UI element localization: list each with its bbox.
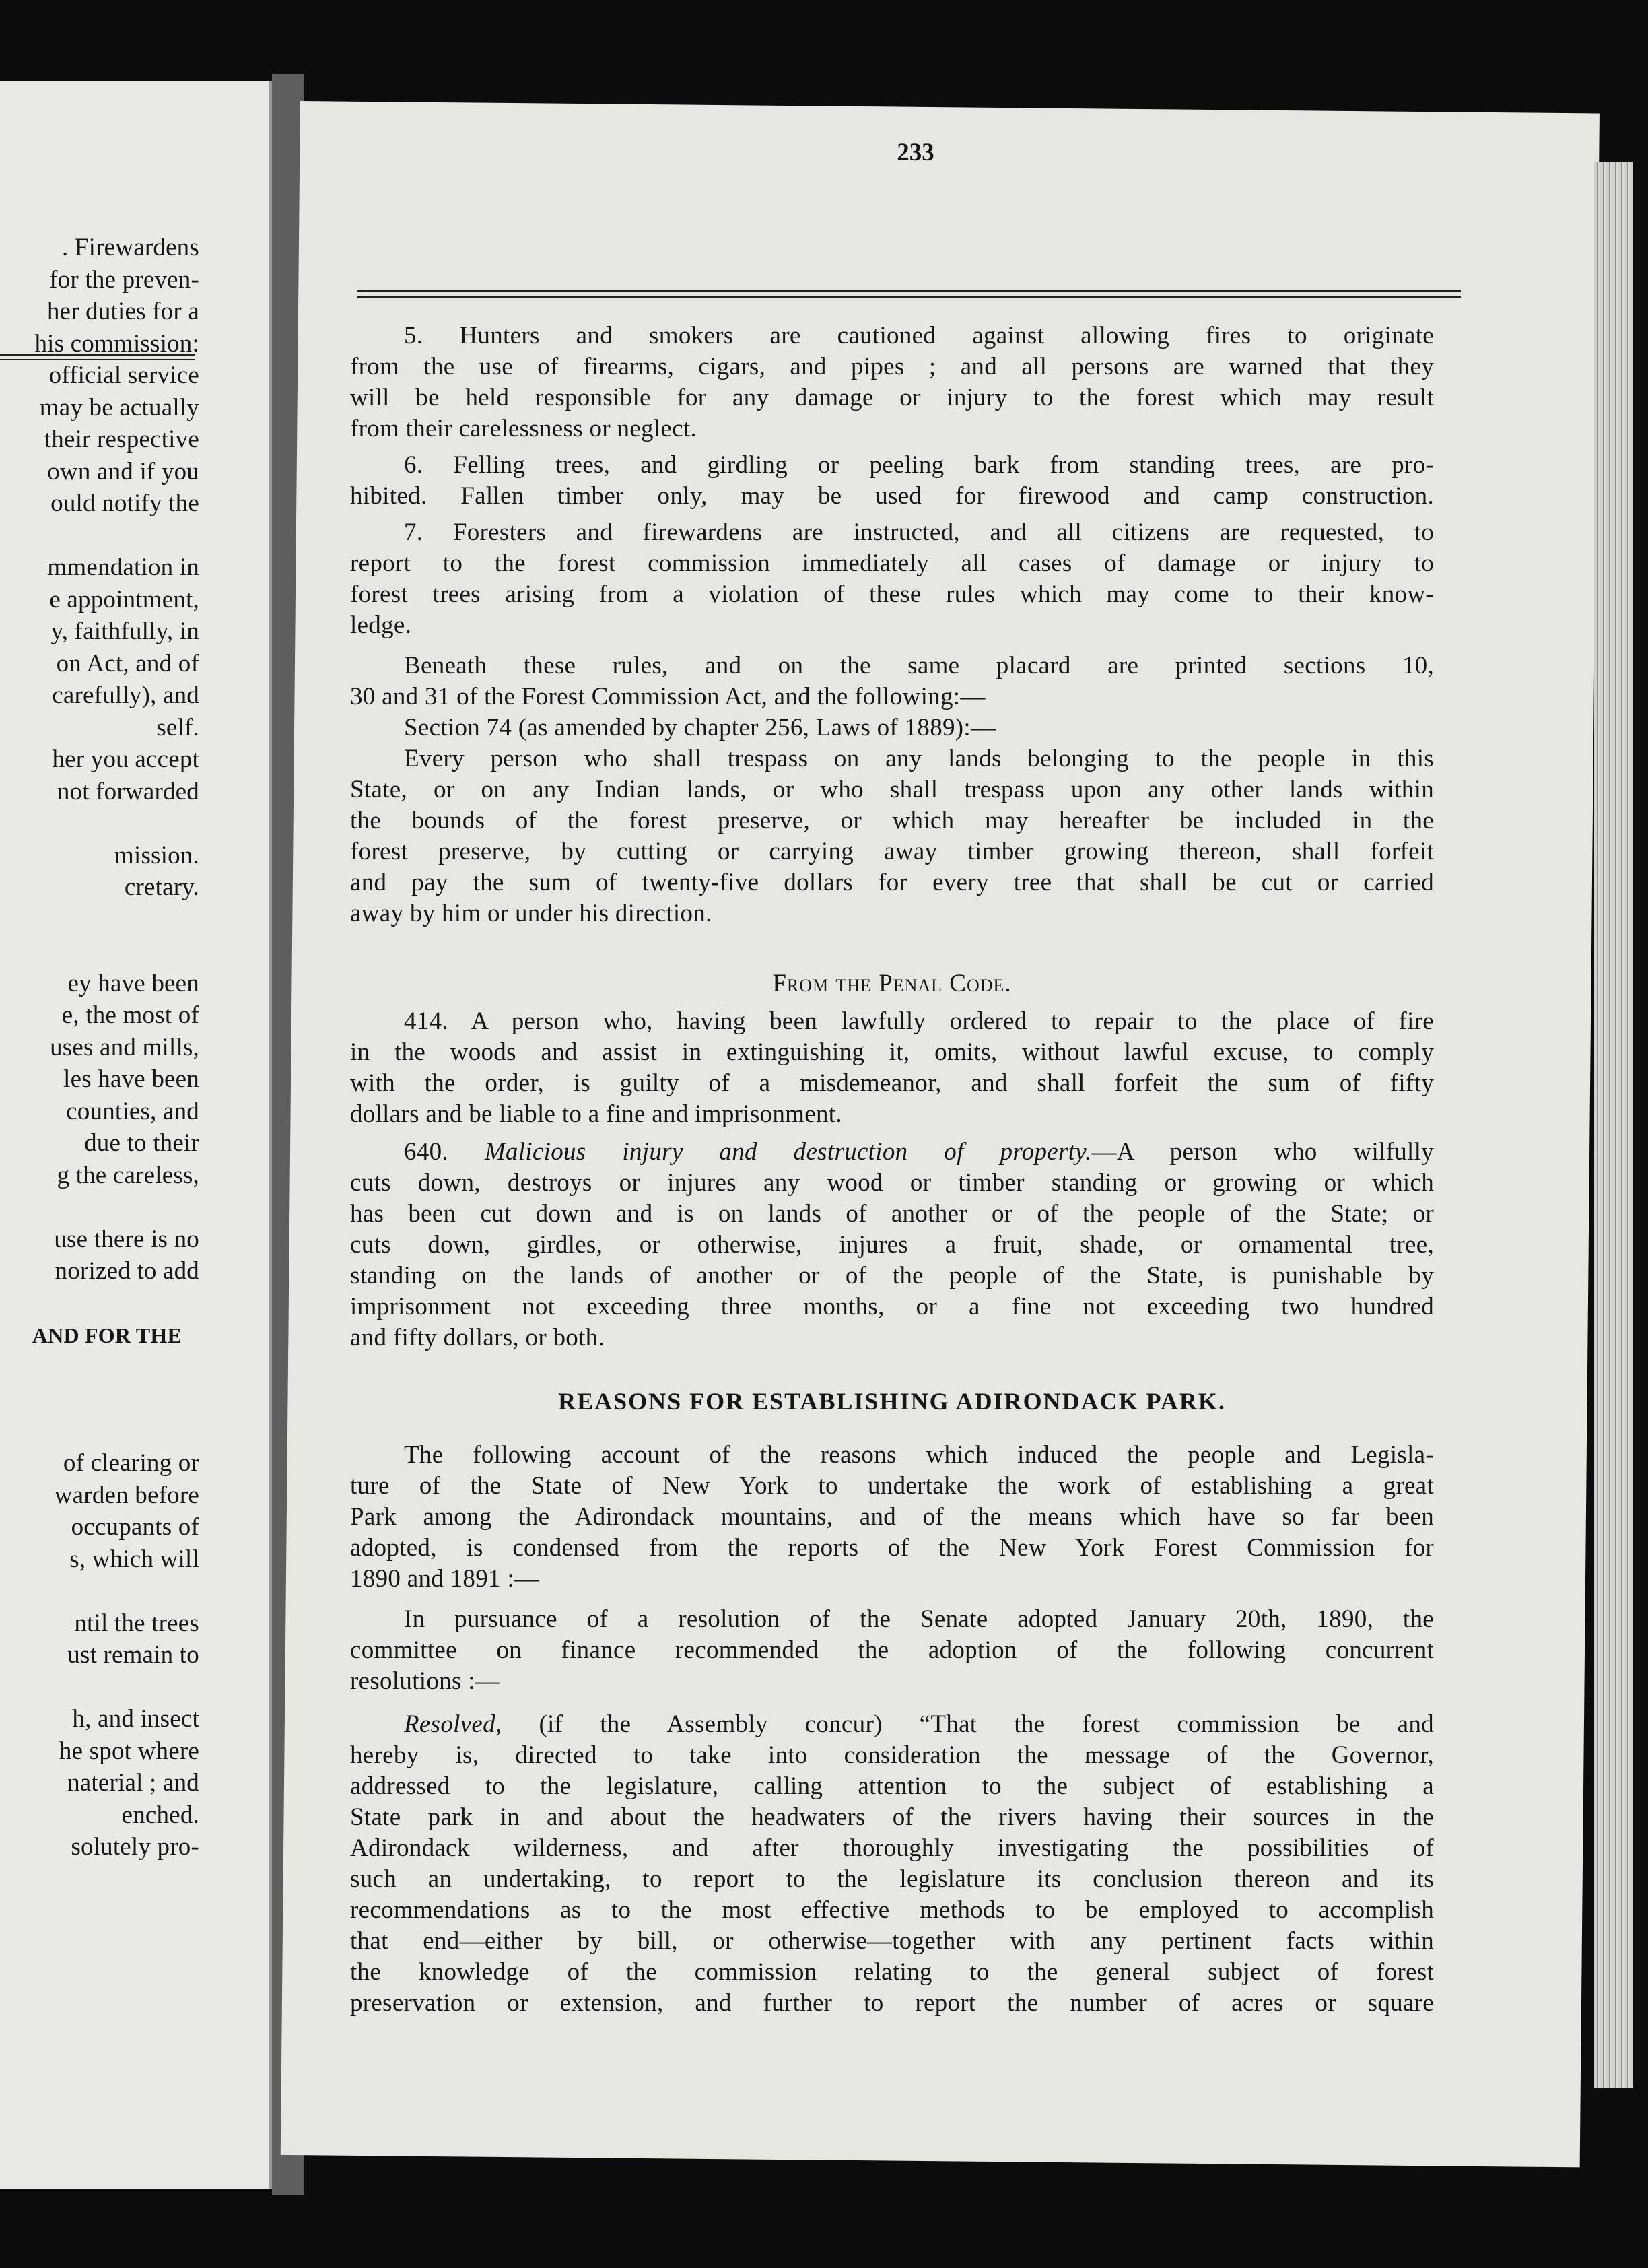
text-line: from the use of firearms, cigars, and pipes ; and all persons are warned that they [350,353,1434,380]
text-line: committee on finance recommended the adoption of the following concurrent [350,1636,1434,1664]
text-line: hibited. Fallen timber only, may be used for firewood and camp construction. [350,482,1434,510]
left-page-line: occupants of [71,1513,199,1541]
left-page-line: . Firewardens [62,234,199,261]
left-page-line: g the careless, [57,1161,199,1189]
page-edges [1594,162,1633,2088]
text-line: addressed to the legislature, calling attention to the subject of establishing a [350,1772,1434,1800]
resolved-word: Resolved, [404,1710,539,1738]
left-page-line: solutely pro- [71,1833,199,1861]
left-page-line: uses and mills, [50,1033,199,1061]
text-line: cuts down, destroys or injures any wood or timber standing or growing or which [350,1169,1434,1197]
text-line: cuts down, girdles, or otherwise, injures a fruit, shade, or ornamental tree, [350,1231,1434,1259]
text-line: ture of the State of New York to undertake the work of establishing a great [350,1472,1434,1500]
text-line: imprisonment not exceeding three months, or a fine not exceeding two hundred [350,1293,1434,1321]
text-line: such an undertaking, to report to the legislature its conclusion thereon and its [350,1865,1434,1893]
section-title: Malicious injury and destruction of property. [484,1138,1092,1166]
text-line: State, or on any Indian lands, or who shall trespass upon any other lands within [350,776,1434,803]
left-page-line: enched. [121,1801,199,1829]
text-line: Adirondack wilderness, and after thoroughly investigating the possibilities of [350,1834,1434,1862]
resolution-text: (if the Assembly concur) “That the forest commission be and [539,1710,1434,1738]
text-line: adopted, is condensed from the reports of the New York Forest Commission for [350,1534,1434,1562]
text-line: forest trees arising from a violation of these rules which may come to their know- [350,580,1434,608]
header-rule [357,290,1461,298]
text-line: has been cut down and is on lands of another or of the people of the State; or [350,1200,1434,1228]
text-line: 6. Felling trees, and girdling or peeling bark from standing trees, are pro- [404,451,1434,479]
left-page-line: mmendation in [47,554,199,581]
left-page-line: ey have been [67,969,199,997]
text-line: resolutions :— [350,1667,501,1695]
text-line: and pay the sum of twenty-five dollars for every tree that shall be cut or carried [350,869,1434,896]
left-page-line: official service [48,362,199,389]
text-line: dollars and be liable to a fine and imprisonment. [350,1100,842,1128]
text-line: in the woods and assist in extinguishing it, omits, without lawful excuse, to comply [350,1038,1434,1066]
left-page-line: ust remain to [67,1641,199,1669]
text-line: from their carelessness or neglect. [350,415,697,442]
text-line: Beneath these rules, and on the same placard are printed sections 10, [404,652,1434,679]
left-page-fragment [0,81,272,2189]
left-page-line: he spot where [59,1737,199,1765]
left-page-line: les have been [63,1065,199,1093]
text-line: 414. A person who, having been lawfully ordered to repair to the place of fire [404,1007,1434,1035]
text-line: State park in and about the headwaters of the rivers having their sources in the [350,1803,1434,1831]
left-page-line: y, faithfully, in [50,618,199,645]
left-page-line: for the preven- [49,265,199,294]
left-page-line: their respective [44,426,199,453]
left-page-line: ould notify the [50,490,199,517]
section-heading: From the Penal Code. [772,970,1012,997]
text-line: that end—either by bill, or otherwise—together with any pertinent facts within [350,1927,1434,1955]
text-line: the bounds of the forest preserve, or which may hereafter be included in the [350,807,1434,834]
left-page-line: self. [156,713,199,741]
section-heading: REASONS FOR ESTABLISHING ADIRONDACK PARK. [558,1388,1226,1415]
text-line: away by him or under his direction. [350,900,712,927]
text-line: standing on the lands of another or of the people of the State, is punishable by [350,1262,1434,1290]
section-text: —A person who wilfully [1091,1138,1434,1166]
text-line: preservation or extension, and further to report the number of acres or square [350,1989,1434,2017]
text-line: recommendations as to the most effective methods to be employed to accomplish [350,1896,1434,1924]
left-page-line: s, which will [69,1545,199,1573]
text-line: will be held responsible for any damage or injury to the forest which may result [350,384,1434,411]
text-line: hereby is, directed to take into consideration the message of the Governor, [350,1741,1434,1769]
left-page-line: not forwarded [57,777,199,805]
text-line: ledge. [350,611,412,639]
text-line: In pursuance of a resolution of the Senate adopted January 20th, 1890, the [404,1605,1434,1633]
text-line: Every person who shall trespass on any lands belonging to the people in this [404,745,1434,772]
left-page-line: warden before [54,1481,199,1509]
resolution-line [350,1710,1434,1739]
left-page-line: carefully), and [52,681,199,709]
left-page-line: e, the most of [61,1001,199,1029]
left-page-line: due to their [84,1129,199,1157]
text-line: the knowledge of the commission relating to the general subject of forest [350,1958,1434,1986]
left-page-line: mission. [114,841,199,869]
section-number: 640. [404,1138,485,1166]
text-line: 5. Hunters and smokers are cautioned against allowing fires to originate [404,322,1434,349]
text-line: The following account of the reasons which induced the people and Legisla- [404,1441,1434,1469]
left-page-line: e appointment, [49,585,199,613]
text-line: Park among the Adirondack mountains, and of the means which have so far been [350,1503,1434,1531]
left-page-line: on Act, and of [56,649,199,677]
text-line: Section 74 (as amended by chapter 256, Laws of 1889):— [404,714,996,741]
left-page-line: use there is no [54,1225,199,1253]
section-640-line [350,1138,1434,1166]
left-page-line: counties, and [66,1097,199,1125]
text-line: with the order, is guilty of a misdemeanor, and shall forfeit the sum of fifty [350,1069,1434,1097]
left-page-line: own and if you [47,457,199,486]
text-line: 30 and 31 of the Forest Commission Act, and the following:— [350,683,986,710]
text-line: 7. Foresters and firewardens are instructed, and all citizens are requested, to [404,519,1434,546]
left-page-line: h, and insect [72,1705,199,1733]
text-line: report to the forest commission immediately all cases of damage or injury to [350,549,1434,577]
page-number: 233 [897,139,934,166]
text-line: and fifty dollars, or both. [350,1324,605,1352]
left-page-line: norized to add [55,1257,199,1285]
left-page-line: her you accept [52,745,199,773]
text-line: 1890 and 1891 :— [350,1565,540,1593]
left-page-line: naterial ; and [67,1769,199,1797]
left-page-line: AND FOR THE [32,1323,182,1347]
left-page-line: his commission: [34,329,199,358]
left-page-line: ntil the trees [74,1609,199,1637]
left-page-line: cretary. [124,873,199,901]
left-page-line: may be actually [39,393,199,422]
text-line: forest preserve, by cutting or carrying away timber growing thereon, shall forfeit [350,838,1434,865]
left-page-line: her duties for a [46,298,199,325]
left-page-line: of clearing or [63,1449,199,1477]
